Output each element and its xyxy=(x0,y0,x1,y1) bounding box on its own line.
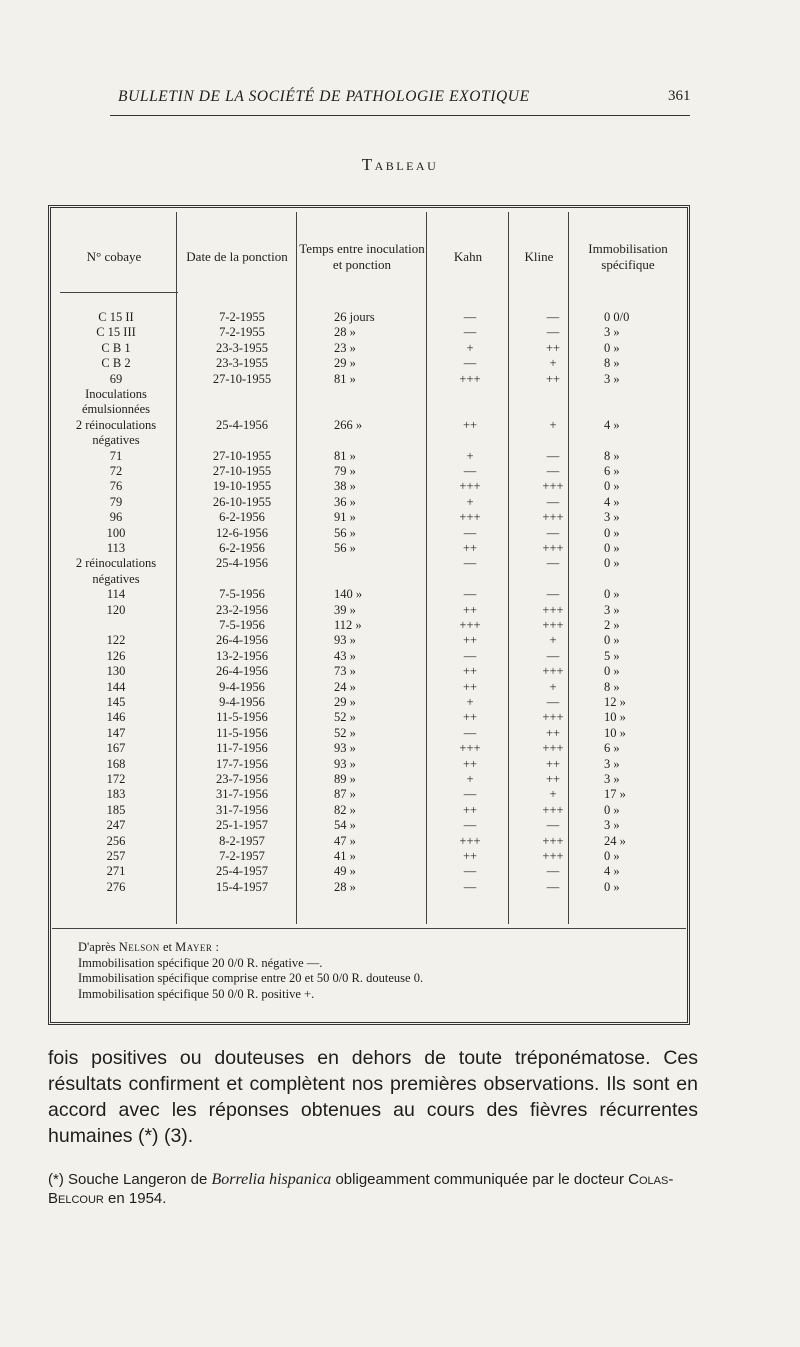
cell-kahn: + xyxy=(466,340,474,355)
cell-cobaye: 126 xyxy=(106,648,126,663)
cell-date: 27-10-1955 xyxy=(212,371,272,386)
notes-line-negative: Immobilisation spécifique 20 0/0 R. négative —. xyxy=(78,955,323,970)
table-row xyxy=(54,757,684,772)
cell-kahn: ++ xyxy=(462,710,478,725)
cell-delay: 93 » xyxy=(334,633,356,648)
cell-kline: ++ xyxy=(545,340,561,355)
cell-kahn: — xyxy=(463,587,477,602)
cell-delay: 112 » xyxy=(334,618,362,632)
cell-cobaye: Inoculations xyxy=(85,387,147,401)
cell-delay: 54 » xyxy=(334,818,356,833)
cell-cobaye: 167 xyxy=(106,741,126,756)
cell-cobaye: 256 xyxy=(106,833,126,848)
cell-cobaye: 276 xyxy=(106,879,126,894)
cell-kline: — xyxy=(546,325,560,340)
cell-kline: — xyxy=(546,587,560,602)
cell-immobilisation: 0 » xyxy=(604,849,620,863)
cell-cobaye: 120 xyxy=(106,602,126,617)
cell-kline: — xyxy=(546,864,560,879)
table-row xyxy=(54,618,684,633)
cell-delay: 73 » xyxy=(334,664,356,679)
cell-kahn: — xyxy=(463,864,477,879)
cell-kline: + xyxy=(549,356,557,371)
cell-delay: 93 » xyxy=(334,741,356,756)
cell-kline: + xyxy=(549,679,557,694)
cell-cobaye: 76 xyxy=(109,479,123,494)
table-row xyxy=(54,310,684,325)
cell-immobilisation: 0 » xyxy=(604,587,620,602)
cell-delay: 81 » xyxy=(334,448,356,463)
cell-kahn: +++ xyxy=(459,510,481,525)
footnote-name: Colas-Belcour xyxy=(48,1171,674,1207)
cell-kahn: ++ xyxy=(462,664,478,679)
notes-line-positive: Immobilisation spécifique 50 0/0 R. positive +. xyxy=(78,986,315,1001)
cell-kline: ++ xyxy=(545,756,561,771)
cell-cobaye: 130 xyxy=(106,664,126,679)
cell-kahn: — xyxy=(463,310,477,324)
cell-delay: 41 » xyxy=(334,849,356,863)
cell-kline: +++ xyxy=(542,602,564,617)
header-underline xyxy=(60,292,178,293)
cell-cobaye: 69 xyxy=(109,371,123,386)
cell-date: 7-5-1956 xyxy=(219,618,265,632)
footnote xyxy=(48,1170,698,1208)
cell-date: 17-7-1956 xyxy=(215,756,269,771)
cell-kahn: — xyxy=(463,648,477,663)
cell-date: 26-4-1956 xyxy=(215,633,269,648)
cell-delay: 266 » xyxy=(334,417,363,432)
cell-immobilisation: 17 » xyxy=(604,787,626,802)
cell-cobaye: 271 xyxy=(106,864,126,879)
table-row xyxy=(54,356,684,371)
table-row xyxy=(54,818,684,833)
cell-kahn: — xyxy=(463,818,477,833)
cell-kahn: — xyxy=(463,787,477,802)
cell-immobilisation: 0 0/0 xyxy=(604,310,630,324)
cell-cobaye: 71 xyxy=(109,448,123,463)
col-header-kline: Kline xyxy=(524,249,554,264)
cell-kline: +++ xyxy=(542,833,564,848)
table-row xyxy=(54,834,684,849)
cell-kline: — xyxy=(546,448,560,463)
cell-immobilisation: 2 » xyxy=(604,618,620,632)
cell-cobaye: 113 xyxy=(106,541,126,555)
cell-date: 6-2-1956 xyxy=(219,541,265,555)
cell-immobilisation: 4 » xyxy=(604,864,620,879)
cell-delay: 140 » xyxy=(334,587,363,602)
cell-immobilisation: 4 » xyxy=(604,417,620,432)
cell-cobaye: 100 xyxy=(106,525,126,540)
cell-delay: 52 » xyxy=(334,710,356,725)
cell-immobilisation: 10 » xyxy=(604,725,626,740)
cell-delay: 24 » xyxy=(334,679,356,694)
cell-kahn: ++ xyxy=(462,633,478,648)
cell-delay: 39 » xyxy=(334,602,356,617)
cell-kahn: +++ xyxy=(459,741,481,756)
cell-date: 25-4-1956 xyxy=(215,556,269,571)
table-row xyxy=(54,418,684,433)
cell-delay: 26 jours xyxy=(334,310,375,324)
cell-delay: 29 » xyxy=(334,356,356,371)
cell-cobaye: 2 réinoculations xyxy=(75,556,157,571)
cell-kline: ++ xyxy=(545,371,561,386)
table-row xyxy=(54,695,684,710)
table-row xyxy=(54,541,684,556)
cell-cobaye: 168 xyxy=(106,756,126,771)
cell-kahn: + xyxy=(466,448,474,463)
cell-kline: +++ xyxy=(542,741,564,756)
cell-date: 27-10-1955 xyxy=(212,464,272,478)
cell-kline: +++ xyxy=(542,618,564,632)
footnote-suffix: en 1954. xyxy=(108,1190,167,1207)
cell-date: 19-10-1955 xyxy=(212,479,272,494)
cell-kline: +++ xyxy=(542,802,564,817)
cell-immobilisation: 0 » xyxy=(604,556,620,571)
cell-kline: +++ xyxy=(542,710,564,725)
cell-date: 9-4-1956 xyxy=(219,679,265,694)
table-row xyxy=(54,664,684,679)
cell-immobilisation: 0 » xyxy=(604,879,620,894)
col-header-immobilisation: Immobilisation spécifique xyxy=(588,241,668,272)
header-rule xyxy=(110,115,690,116)
cell-immobilisation: 0 » xyxy=(604,340,620,355)
cell-delay: 23 » xyxy=(334,340,356,355)
cell-delay: 87 » xyxy=(334,787,356,802)
cell-date: 11-5-1956 xyxy=(216,710,268,725)
cell-date: 12-6-1956 xyxy=(215,525,269,540)
table-notes-divider xyxy=(52,928,686,929)
cell-kline: +++ xyxy=(542,541,564,555)
cell-kahn: ++ xyxy=(462,849,478,863)
cell-kline: +++ xyxy=(542,479,564,494)
cell-kahn: +++ xyxy=(459,479,481,494)
cell-cobaye: 144 xyxy=(106,679,126,694)
table-row xyxy=(54,864,684,879)
page-number: 361 xyxy=(668,88,691,104)
cell-kline: +++ xyxy=(542,664,564,679)
cell-kline: — xyxy=(546,494,560,509)
cell-immobilisation: 3 » xyxy=(604,756,620,771)
cell-date: 7-2-1957 xyxy=(219,849,265,863)
cell-kahn: ++ xyxy=(462,802,478,817)
cell-immobilisation: 0 » xyxy=(604,525,620,540)
cell-cobaye: C 15 II xyxy=(98,310,134,324)
cell-immobilisation: 6 » xyxy=(604,464,620,478)
cell-date: 13-2-1956 xyxy=(215,648,269,663)
notes-intro xyxy=(78,940,423,956)
cell-cobaye: 72 xyxy=(109,464,123,478)
cell-date: 25-4-1956 xyxy=(215,417,269,432)
cell-date: 23-2-1956 xyxy=(215,602,269,617)
cell-kahn: +++ xyxy=(459,618,481,632)
cell-cobaye: 2 réinoculations xyxy=(75,417,157,432)
table-row xyxy=(54,741,684,756)
cell-kahn: — xyxy=(463,325,477,340)
cell-cobaye: 146 xyxy=(106,710,126,725)
table-row xyxy=(54,495,684,510)
cell-kahn: +++ xyxy=(459,371,481,386)
cell-date: 23-3-1955 xyxy=(215,340,269,355)
cell-cobaye: 122 xyxy=(106,633,126,648)
cell-kahn: — xyxy=(463,879,477,894)
table-row xyxy=(54,433,684,448)
cell-delay: 56 » xyxy=(334,525,356,540)
cell-date: 7-2-1955 xyxy=(219,325,265,340)
cell-kline: — xyxy=(546,525,560,540)
cell-cobaye: 172 xyxy=(106,772,126,786)
cell-immobilisation: 10 » xyxy=(604,710,626,725)
cell-cobaye: 145 xyxy=(106,695,126,709)
cell-date: 6-2-1956 xyxy=(219,510,265,525)
cell-immobilisation: 5 » xyxy=(604,648,620,663)
cell-date: 23-7-1956 xyxy=(215,772,269,786)
cell-delay: 36 » xyxy=(334,494,356,509)
cell-date: 25-1-1957 xyxy=(215,818,269,833)
cell-kahn: ++ xyxy=(462,756,478,771)
cell-kahn: — xyxy=(463,464,477,478)
cell-kahn: — xyxy=(463,556,477,571)
table-row xyxy=(54,803,684,818)
table-row xyxy=(54,526,684,541)
table-row xyxy=(54,510,684,525)
footnote-middle: obligeamment communiquée par le docteur xyxy=(335,1171,624,1188)
cell-immobilisation: 8 » xyxy=(604,356,620,371)
table-row xyxy=(54,880,684,895)
cell-immobilisation: 3 » xyxy=(604,325,620,340)
footnote-species: Borrelia hispanica xyxy=(211,1171,332,1188)
cell-kahn: ++ xyxy=(462,679,478,694)
table-row xyxy=(54,556,684,571)
cell-cobaye: 183 xyxy=(106,787,126,802)
table-row xyxy=(54,726,684,741)
notes-author-nelson: Nelson xyxy=(118,940,160,954)
table-row xyxy=(54,849,684,864)
col-header-kahn: Kahn xyxy=(453,249,483,264)
cell-date: 8-2-1957 xyxy=(219,833,265,848)
cell-delay: 52 » xyxy=(334,725,356,740)
cell-date: 11-7-1956 xyxy=(216,741,268,756)
cell-kahn: + xyxy=(466,695,474,709)
cell-date: 15-4-1957 xyxy=(215,879,269,894)
cell-date: 31-7-1956 xyxy=(215,787,269,802)
table-row xyxy=(54,464,684,479)
cell-cobaye: 96 xyxy=(109,510,123,525)
table-row xyxy=(54,387,684,402)
cell-delay: 79 » xyxy=(334,464,356,478)
cell-date: 25-4-1957 xyxy=(215,864,269,879)
cell-delay: 38 » xyxy=(334,479,356,494)
cell-date: 9-4-1956 xyxy=(219,695,265,709)
cell-delay: 49 » xyxy=(334,864,356,879)
cell-immobilisation: 4 » xyxy=(604,494,620,509)
cell-immobilisation: 3 » xyxy=(604,772,620,786)
cell-immobilisation: 0 » xyxy=(604,479,620,494)
col-header-date: Date de la ponction xyxy=(186,249,288,264)
cell-cobaye: 114 xyxy=(106,587,126,602)
cell-cobaye: C B 1 xyxy=(101,340,131,355)
col-header-cobaye: N° cobaye xyxy=(86,249,142,264)
cell-kline: ++ xyxy=(545,725,561,740)
table-row xyxy=(54,772,684,787)
table-row xyxy=(54,479,684,494)
cell-kahn: +++ xyxy=(459,833,481,848)
cell-delay: 89 » xyxy=(334,772,356,786)
cell-date: 11-5-1956 xyxy=(216,725,268,740)
cell-immobilisation: 0 » xyxy=(604,633,620,648)
cell-kline: — xyxy=(546,818,560,833)
cell-cobaye: 147 xyxy=(106,725,126,740)
cell-kahn: — xyxy=(463,356,477,371)
cell-immobilisation: 24 » xyxy=(604,833,626,848)
cell-delay: 43 » xyxy=(334,648,356,663)
notes-author-mayer: Mayer xyxy=(175,940,213,954)
cell-immobilisation: 3 » xyxy=(604,510,620,525)
table-row xyxy=(54,572,684,587)
cell-immobilisation: 12 » xyxy=(604,695,626,709)
cell-date: 26-10-1955 xyxy=(212,494,272,509)
col-header-delay: Temps entre inoculation et ponction xyxy=(299,241,425,272)
table-row xyxy=(54,325,684,340)
cell-immobilisation: 6 » xyxy=(604,741,620,756)
notes-intro-prefix: D'après xyxy=(78,940,116,954)
notes-line-doubtful: Immobilisation spécifique comprise entre 20 et 50 0/0 R. douteuse 0. xyxy=(78,971,424,985)
cell-cobaye: 257 xyxy=(106,849,126,863)
table-row xyxy=(54,649,684,664)
cell-kline: — xyxy=(546,695,560,709)
cell-kahn: ++ xyxy=(462,602,478,617)
cell-immobilisation: 8 » xyxy=(604,448,620,463)
cell-delay: 81 » xyxy=(334,371,356,386)
cell-cobaye: C 15 III xyxy=(96,325,136,340)
cell-kline: ++ xyxy=(545,772,561,786)
cell-kahn: — xyxy=(463,525,477,540)
cell-cobaye: négatives xyxy=(92,433,140,448)
cell-date: 7-5-1956 xyxy=(219,587,265,602)
cell-immobilisation: 0 » xyxy=(604,664,620,679)
cell-kline: + xyxy=(549,787,557,802)
footnote-prefix: (*) Souche Langeron de xyxy=(48,1171,208,1188)
table-row xyxy=(54,680,684,695)
table-row xyxy=(54,633,684,648)
cell-delay: 82 » xyxy=(334,802,356,817)
cell-kline: +++ xyxy=(542,849,564,863)
cell-cobaye: 185 xyxy=(106,802,126,817)
notes-intro-suffix: : xyxy=(215,940,219,954)
cell-cobaye: C B 2 xyxy=(101,356,131,371)
cell-kline: +++ xyxy=(542,510,564,525)
table-row xyxy=(54,449,684,464)
cell-date: 26-4-1956 xyxy=(215,664,269,679)
cell-immobilisation: 8 » xyxy=(604,679,620,694)
cell-immobilisation: 3 » xyxy=(604,818,620,833)
table-row xyxy=(54,341,684,356)
cell-kline: — xyxy=(546,464,560,478)
body-paragraph: fois positives ou douteuses en dehors de toute tréponématose. Ces résultats confirment et complètent nos premières observations. Ils sont en accord avec les réponses obtenues au cours des fièvres récurrentes humaines (*) (3). xyxy=(48,1047,698,1147)
cell-kline: — xyxy=(546,648,560,663)
cell-cobaye: négatives xyxy=(92,571,140,586)
cell-immobilisation: 0 » xyxy=(604,802,620,817)
notes-conjunction: et xyxy=(162,940,172,954)
cell-kahn: + xyxy=(466,494,474,509)
cell-kahn: — xyxy=(463,725,477,740)
cell-delay: 47 » xyxy=(334,833,356,848)
cell-kline: — xyxy=(546,556,560,571)
cell-date: 7-2-1955 xyxy=(219,310,265,324)
cell-delay: 93 » xyxy=(334,756,356,771)
cell-cobaye: 247 xyxy=(106,818,126,833)
cell-immobilisation: 3 » xyxy=(604,371,620,386)
cell-date: 23-3-1955 xyxy=(215,356,269,371)
cell-delay: 28 » xyxy=(334,879,356,894)
cell-delay: 56 » xyxy=(334,541,356,555)
cell-kline: — xyxy=(546,879,560,894)
table-row xyxy=(54,710,684,725)
table-title: Tableau xyxy=(361,155,439,174)
cell-delay: 28 » xyxy=(334,325,356,340)
table-notes xyxy=(78,940,423,1002)
table-row xyxy=(54,372,684,387)
table-row xyxy=(54,603,684,618)
cell-kline: + xyxy=(549,417,557,432)
cell-immobilisation: 0 » xyxy=(604,541,620,555)
cell-delay: 91 » xyxy=(334,510,356,525)
cell-immobilisation: 3 » xyxy=(604,602,620,617)
cell-kline: + xyxy=(549,633,557,648)
table-row xyxy=(54,587,684,602)
cell-date: 31-7-1956 xyxy=(215,802,269,817)
table-row xyxy=(54,787,684,802)
cell-delay: 29 » xyxy=(334,695,356,709)
cell-kline: — xyxy=(546,310,560,324)
running-title: BULLETIN DE LA SOCIÉTÉ DE PATHOLOGIE EXOTIQUE xyxy=(118,88,530,105)
cell-kahn: ++ xyxy=(462,541,478,555)
cell-cobaye: 79 xyxy=(109,494,123,509)
table-row xyxy=(54,402,684,417)
cell-cobaye: émulsionnées xyxy=(81,402,151,417)
cell-kahn: ++ xyxy=(462,417,478,432)
cell-kahn: + xyxy=(466,772,474,786)
cell-date: 27-10-1955 xyxy=(212,448,272,463)
